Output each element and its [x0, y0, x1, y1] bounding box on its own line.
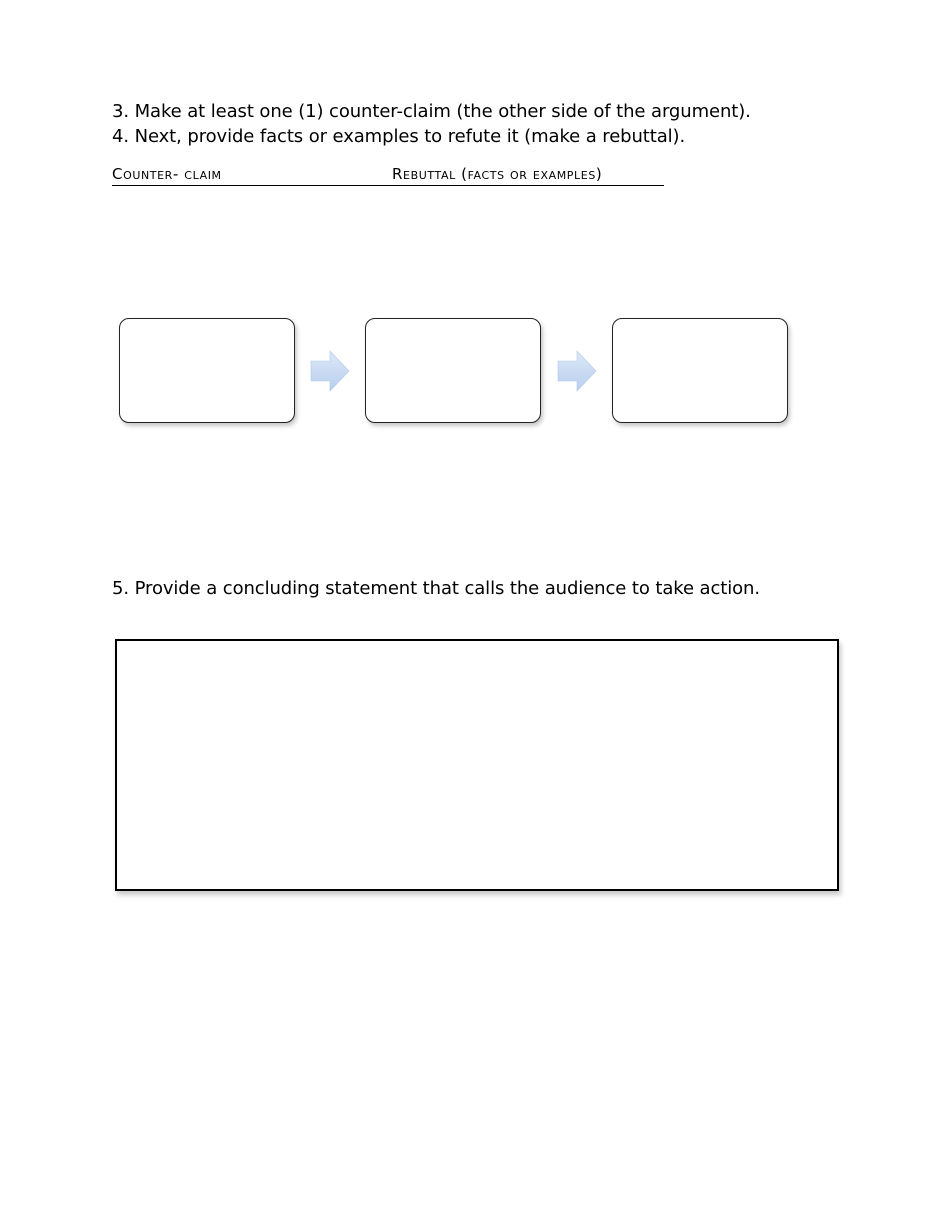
flow-box-rebuttal-1[interactable] [365, 318, 541, 423]
instruction-step-3: 3. Make at least one (1) counter-claim (the other side of the argument). [112, 101, 751, 122]
rebuttal-heading: Rebuttal (facts or examples) [392, 165, 603, 183]
flow-box-counter-claim[interactable] [119, 318, 295, 423]
counter-claim-heading: Counter- claim [112, 165, 222, 183]
right-arrow-icon [557, 350, 597, 392]
counter-claim-rebuttal-header [112, 164, 664, 186]
right-arrow-icon [310, 350, 350, 392]
instruction-step-4: 4. Next, provide facts or examples to refute it (make a rebuttal). [112, 126, 686, 147]
concluding-statement-box[interactable] [115, 639, 839, 891]
flow-box-rebuttal-2[interactable] [612, 318, 788, 423]
instruction-step-5: 5. Provide a concluding statement that calls the audience to take action. [112, 578, 760, 599]
